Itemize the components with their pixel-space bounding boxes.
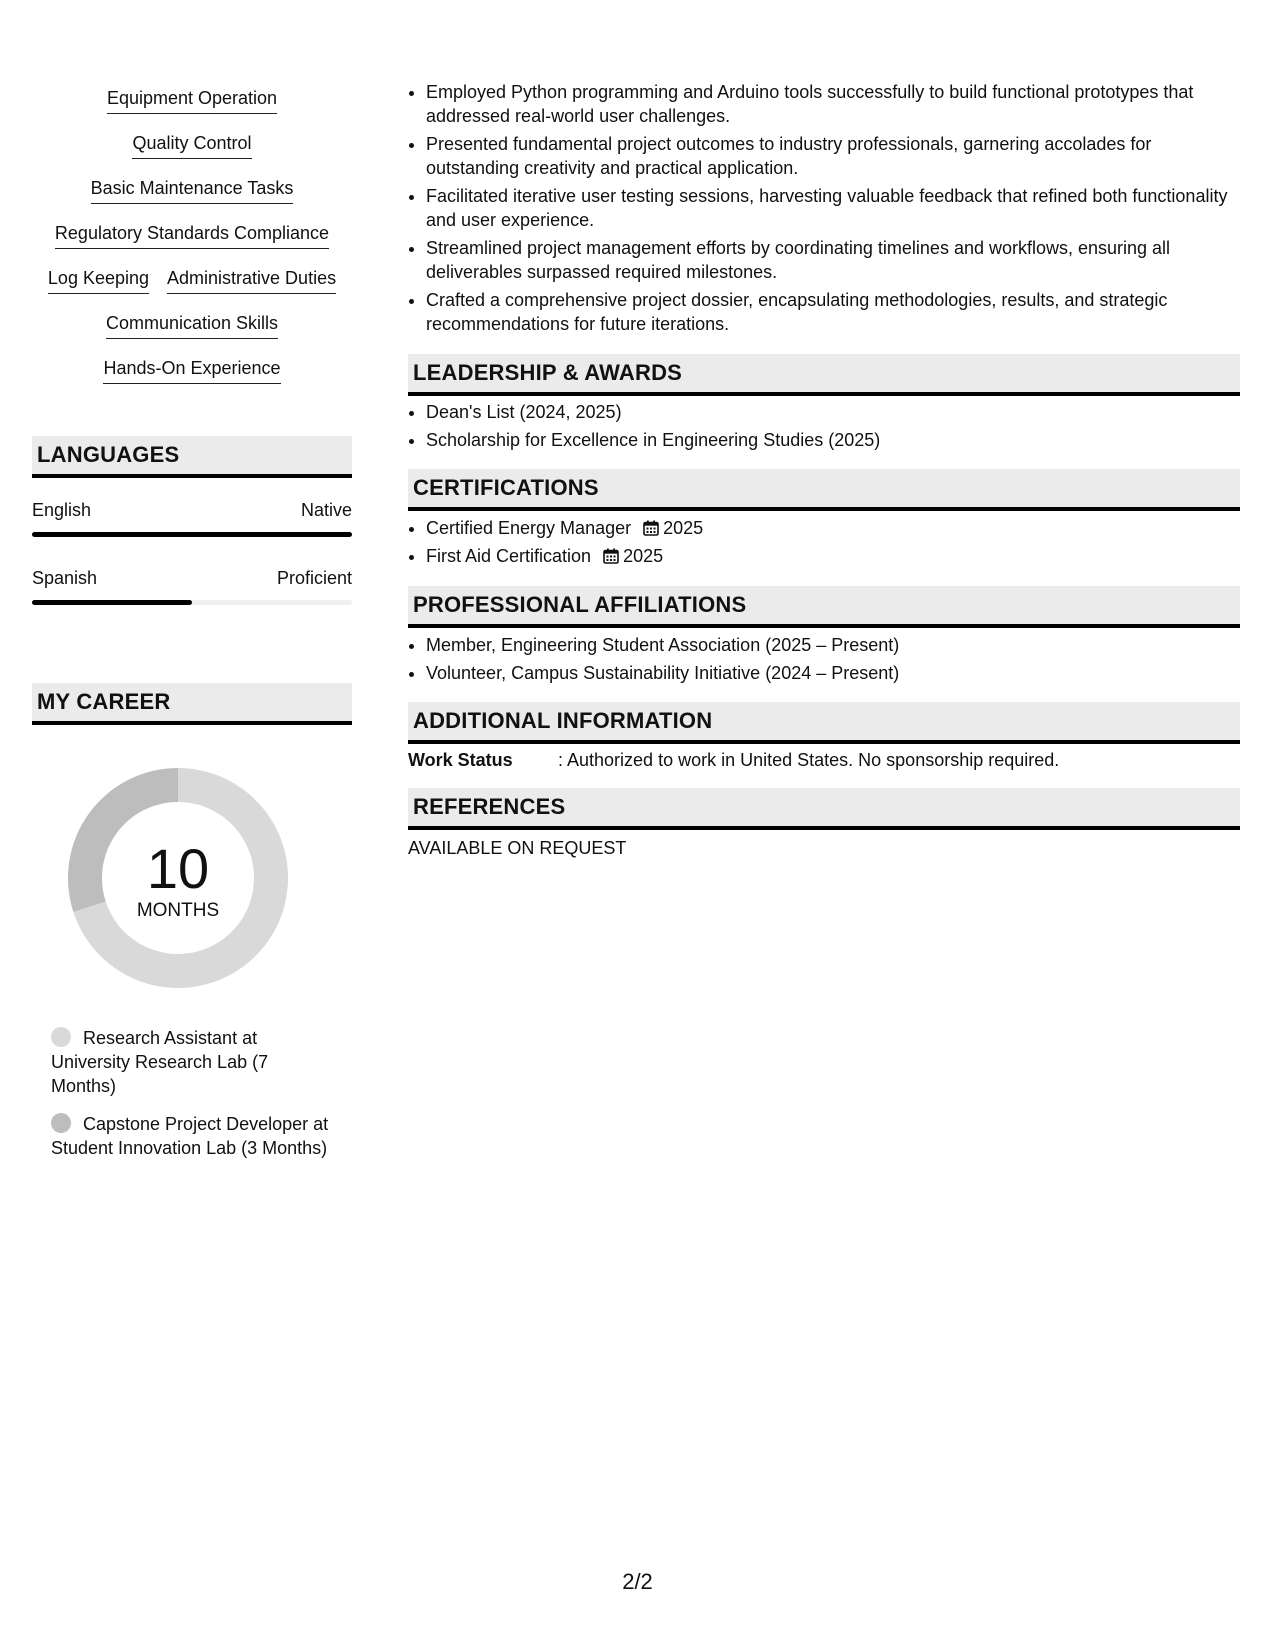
skill-row: [32, 311, 352, 356]
skill-tag: Regulatory Standards Compliance: [55, 221, 329, 249]
calendar-icon: [643, 520, 659, 536]
list-item: • Employed Python programming and Arduino tools successfully to build functional prototypes that addressed real-world user challenges.: [426, 80, 1240, 128]
skill-tag: Quality Control: [132, 131, 251, 159]
legend-dot: [51, 1113, 71, 1133]
calendar-icon: [603, 548, 619, 564]
leadership-heading: LEADERSHIP & AWARDS: [408, 354, 1240, 396]
work-status-row: [408, 748, 1059, 772]
career-legend-item: [51, 1112, 331, 1160]
list-item: • Facilitated iterative user testing sessions, harvesting valuable feedback that refined both functionality and user experience.: [426, 184, 1240, 232]
certification-name: First Aid Certification: [426, 546, 592, 566]
career-legend-item: [51, 1026, 331, 1098]
experience-bullets: [408, 80, 1240, 340]
certifications-list: [408, 516, 1240, 572]
list-item: • Member, Engineering Student Association (2025 – Present): [426, 633, 1240, 657]
certification-name: Certified Energy Manager: [426, 518, 632, 538]
skill-row: [32, 86, 352, 131]
skill-row: [32, 131, 352, 176]
skill-row: [32, 266, 352, 311]
language-english: [32, 498, 352, 537]
career-total-unit: MONTHS: [136, 900, 220, 921]
language-spanish: [32, 566, 352, 605]
language-name: Spanish: [32, 568, 98, 588]
skill-row: [32, 176, 352, 221]
career-heading: MY CAREER: [32, 683, 352, 725]
list-item: • Crafted a comprehensive project dossier, encapsulating methodologies, results, and strategic recommendations for future iterations.: [426, 288, 1240, 336]
skill-tag: Log Keeping: [48, 266, 149, 294]
language-bar-track: [32, 600, 352, 605]
list-item: [426, 516, 1240, 540]
affiliations-list: [408, 633, 1240, 689]
affiliations-heading: PROFESSIONAL AFFILIATIONS: [408, 586, 1240, 628]
certification-year: 2025: [623, 546, 664, 566]
list-item: • Presented fundamental project outcomes to industry professionals, garnering accolades for outstanding creativity and practical application.: [426, 132, 1240, 180]
language-level: Proficient: [276, 568, 352, 588]
skill-tag: Equipment Operation: [107, 86, 277, 114]
skill-row: [32, 221, 352, 266]
language-bar-track: [32, 532, 352, 537]
list-item: • Streamlined project management efforts by coordinating timelines and workflows, ensuring all deliverables surpassed required milestones.: [426, 236, 1240, 284]
work-status-label: Work Status: [408, 750, 513, 770]
leadership-list: [408, 400, 1240, 456]
page-number: 2/2: [622, 1569, 653, 1594]
additional-info-heading: ADDITIONAL INFORMATION: [408, 702, 1240, 744]
list-item: • Scholarship for Excellence in Engineering Studies (2025): [426, 428, 1240, 452]
language-level: Native: [300, 500, 352, 520]
list-item: [426, 544, 1240, 568]
work-status-value: : Authorized to work in United States. No sponsorship required.: [558, 750, 1060, 770]
language-name: English: [32, 500, 92, 520]
career-total-months: 10: [146, 837, 210, 900]
language-bar-fill: [32, 600, 192, 605]
references-heading: REFERENCES: [408, 788, 1240, 830]
legend-label: Capstone Project Developer at Student Innovation Lab (3 Months): [51, 1114, 329, 1158]
skills-list: [32, 86, 352, 401]
references-text: AVAILABLE ON REQUEST: [408, 838, 627, 858]
legend-dot: [51, 1027, 71, 1047]
skill-row: [32, 356, 352, 401]
skill-tag: Administrative Duties: [167, 266, 336, 294]
list-item: • Volunteer, Campus Sustainability Initiative (2024 – Present): [426, 661, 1240, 685]
certification-year: 2025: [663, 518, 704, 538]
skill-tag: Communication Skills: [106, 311, 278, 339]
skill-tag: Hands-On Experience: [103, 356, 280, 384]
certifications-heading: CERTIFICATIONS: [408, 469, 1240, 511]
list-item: • Dean's List (2024, 2025): [426, 400, 1240, 424]
skill-tag: Basic Maintenance Tasks: [91, 176, 294, 204]
legend-label: Research Assistant at University Research Lab (7 Months): [51, 1028, 269, 1096]
language-bar-fill: [32, 532, 352, 537]
languages-heading: LANGUAGES: [32, 436, 352, 478]
